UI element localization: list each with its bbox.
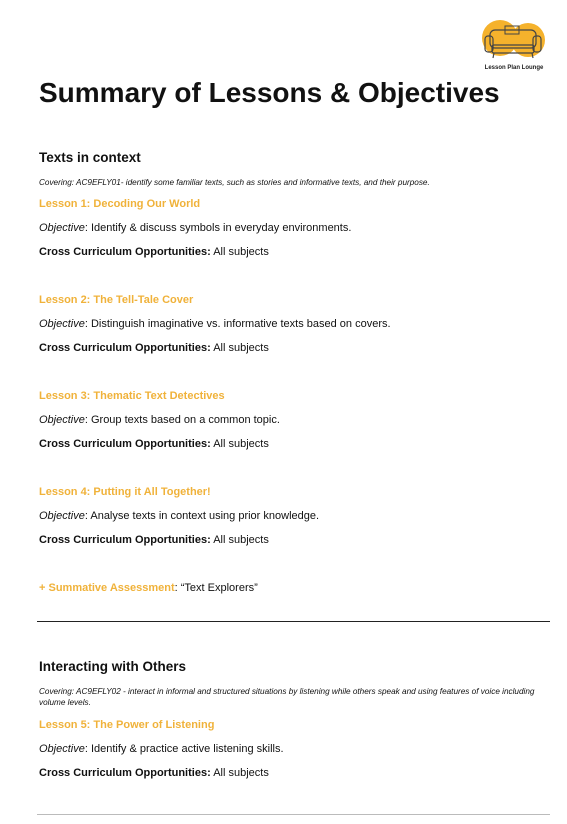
objective-label: Objective bbox=[39, 318, 85, 330]
cross-curriculum bbox=[39, 246, 269, 258]
summative-assessment bbox=[39, 582, 258, 594]
cco-text: All subjects bbox=[210, 342, 269, 354]
objective-text: : Group texts based on a common topic. bbox=[84, 414, 280, 426]
cco-label: Cross Curriculum Opportunities: bbox=[39, 767, 211, 779]
cco-text: All subjects bbox=[210, 534, 269, 546]
cross-curriculum bbox=[39, 438, 269, 450]
page-title: Summary of Lessons & Objectives bbox=[39, 77, 500, 108]
cco-text: All subjects bbox=[210, 246, 269, 258]
objective-text: : Identify & discuss symbols in everyday environments. bbox=[84, 222, 352, 234]
objective-label: Objective bbox=[39, 510, 85, 522]
lesson-objective bbox=[39, 743, 284, 755]
logo-text: Lesson Plan Lounge bbox=[484, 65, 544, 71]
objective-label: Objective bbox=[39, 414, 85, 426]
cco-label: Cross Curriculum Opportunities: bbox=[39, 534, 211, 546]
covering-text: Covering: AC9EFLY02 - interact in informal and structured situations by listening while others speak and using features of voice including volume levels. bbox=[39, 687, 535, 708]
objective-label: Objective bbox=[39, 222, 85, 234]
lesson-title: Lesson 3: Thematic Text Detectives bbox=[39, 390, 225, 402]
lesson-objective bbox=[39, 510, 319, 522]
logo bbox=[478, 18, 550, 76]
objective-label: Objective bbox=[39, 743, 85, 755]
lesson-title: Lesson 1: Decoding Our World bbox=[39, 198, 201, 210]
cco-text: All subjects bbox=[210, 767, 269, 779]
lesson-title: Lesson 4: Putting it All Together! bbox=[39, 486, 211, 498]
cross-curriculum bbox=[39, 767, 269, 779]
cco-label: Cross Curriculum Opportunities: bbox=[39, 438, 211, 450]
objective-text: : Identify & practice active listening skills. bbox=[84, 743, 284, 755]
section-divider bbox=[37, 621, 550, 622]
couch-logo-icon bbox=[478, 18, 550, 64]
cco-text: All subjects bbox=[210, 438, 269, 450]
lesson-title: Lesson 5: The Power of Listening bbox=[39, 719, 215, 731]
objective-text: : Analyse texts in context using prior knowledge. bbox=[84, 510, 320, 522]
lesson-objective bbox=[39, 414, 280, 426]
cross-curriculum bbox=[39, 342, 269, 354]
cco-label: Cross Curriculum Opportunities: bbox=[39, 342, 211, 354]
cross-curriculum bbox=[39, 534, 269, 546]
lesson-objective bbox=[39, 222, 351, 234]
section-title: Interacting with Others bbox=[39, 659, 187, 674]
objective-text: : Distinguish imaginative vs. informative texts based on covers. bbox=[84, 318, 391, 330]
cco-label: Cross Curriculum Opportunities: bbox=[39, 246, 211, 258]
summative-label: + Summative Assessment bbox=[39, 582, 175, 594]
section-divider bbox=[37, 814, 550, 815]
section-title: Texts in context bbox=[39, 150, 141, 165]
lesson-objective bbox=[39, 318, 391, 330]
covering-text: Covering: AC9EFLY01- identify some familiar texts, such as stories and informative texts, and their purpose. bbox=[39, 178, 430, 187]
summative-text: : “Text Explorers” bbox=[174, 582, 258, 594]
lesson-title: Lesson 2: The Tell-Tale Cover bbox=[39, 294, 194, 306]
